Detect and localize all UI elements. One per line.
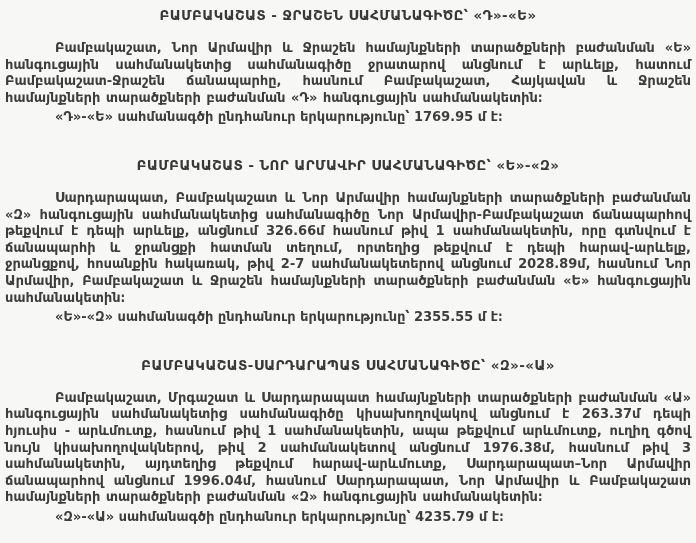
- section-length-line: «Ե»-«Զ» սահմանագծի ընդհանուր երկարությունը՝ 2355.55 մ է։: [55, 310, 503, 326]
- section-bambakashat-sardarapat: [5, 358, 691, 527]
- section-heading: ԲԱՄԲԱԿԱՇԱՏ - ՆՈՐ ԱՐՄԱՎԻՐ ՍԱՀՄԱՆԱԳԻԾԸ՝ «Ե»-«Զ»: [136, 157, 560, 174]
- section-length-line: «Զ»-«Ա» սահմանագծի ընդհանուր երկարությունը՝ 4235.79 մ է։: [55, 509, 504, 525]
- section-heading: ԲԱՄԲԱԿԱՇԱՏ-ՍԱՐԴԱՐԱՊԱՏ ՍԱՀՄԱՆԱԳԻԾԸ՝ «Զ»-«Ա»: [141, 357, 555, 374]
- section-bambakashat-nor-armavir: [5, 158, 691, 327]
- section-heading: ԲԱՄԲԱԿԱՇԱՏ - ՋՐԱՇԵՆ ՍԱՀՄԱՆԱԳԻԾԸ՝ «Դ»-«Ե»: [159, 8, 537, 24]
- section-bambakashat-jrashen: [5, 8, 691, 127]
- section-length-line: «Դ»-«Ե» սահմանագծի ընդհանուր երկարությունը՝ 1769.95 մ է։: [55, 110, 503, 126]
- section-body: Բամբակաշատ, Մրգաշատ և Սարդարապատ համայնքների տարածքների բաժանման «Ա» հանգուցային սահմանակետից սահմանագիծը կիսախողովակով անցնում է 263.37մ դեպի հյուսիս - արևմուտք, հասնում թիվ 1 սահմանակետին, ապա թեքվում արևմուտք, ուղիղ գծով նույն կիսախողովակներով, թիվ 2 սահմանակետով անցնում 1976.38մ, հասնում թիվ 3 սահմանակետին, այդտեղից թեքվում հարավ-արևմուտք, Սարդարապատ–Նոր Արմավիր ճանապարհով անցնում 1996.04մ, հասնում Սարդարապատ, Նոր Արմավիր և Բամբակաշատ համայնքների տարածքների բաժանման «Զ» հանգուցային սահմանակետին։: [5, 390, 691, 506]
- section-body: Բամբակաշատ, Նոր Արմավիր և Ջրաշեն համայնքների տարածքների բաժանման «Ե» հանգուցային սահմանակետից սահմանագիծը ջրատարով անցնում է արևելք, հատում Բամբակաշատ-Ջրաշեն ճանապարհը, հասնում Բամբակաշատ, Հայկավան և Ջրաշեն համայնքների տարածքների բաժանման «Դ» հանգուցային սահմանակետին։: [5, 41, 691, 106]
- section-body: Սարդարապատ, Բամբակաշատ և Նոր Արմավիր համայնքների տարածքների բաժանման «Զ» հանգուցային սահմանակետից սահմանագիծը Նոր Արմավիր-Բամբակաշատ ճանապարհով թեքվում է դեպի արևելք, անցնում 326.66մ հասնում թիվ 1 սահմանակետին, որը գտնվում է ճանապարհի և ջրանցքի հատման տեղում, որտեղից թեքվում է դեպի հարավ-արևելք, ջրանցքով, հոսանքին հակառակ, թիվ 2-7 սահմանակետերով անցնում 2028.89մ, հասնում Նոր Արմավիր, Բամբակաշատ և Ջրաշեն համայնքների տարածքների բաժանման «Ե» հանգուցային սահմանակետին։: [5, 190, 691, 306]
